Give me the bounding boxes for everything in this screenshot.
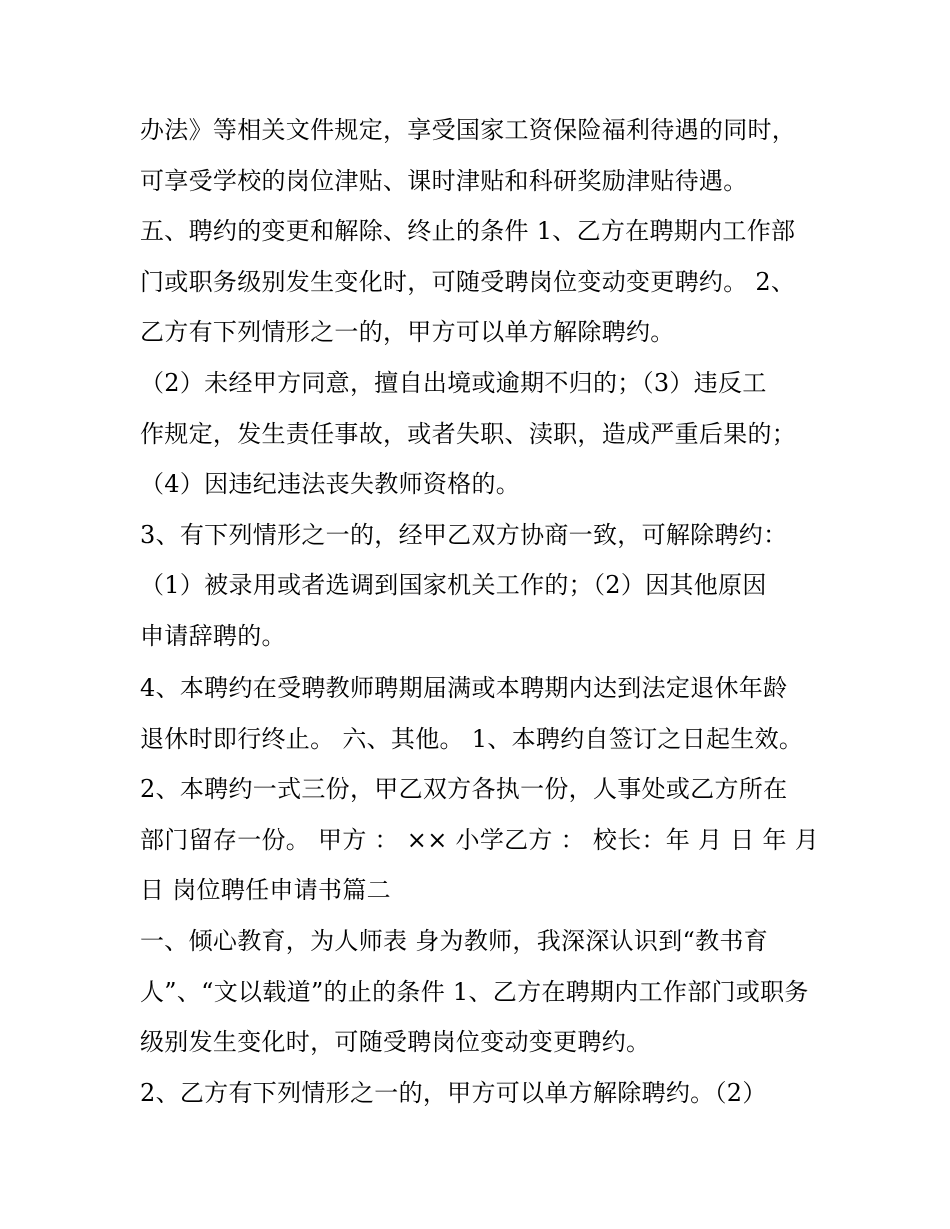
text-line-15: 部门留存一份。 甲方 ： ×× 小学乙方 ： 校长：年 月 日 年 月 <box>140 826 820 854</box>
text-line-6: （2）未经甲方同意，擅自出境或逾期不归的；（3）违反工 <box>140 369 767 397</box>
text-line-16: 日 岗位聘任申请书篇二 <box>140 876 391 904</box>
text-line-12: 4、本聘约在受聘教师聘期届满或本聘期内达到法定退休年龄 <box>140 674 788 702</box>
text-line-14: 2、本聘约一式三份，甲乙双方各执一份，人事处或乙方所在 <box>140 775 788 803</box>
text-line-7: 作规定，发生责任事故，或者失职、渎职，造成严重后果的； <box>140 420 797 448</box>
text-line-10: （1）被录用或者选调到国家机关工作的；（2）因其他原因 <box>140 571 767 599</box>
text-line-9: 3、有下列情形之一的，经甲乙双方协商一致，可解除聘约： <box>140 521 788 549</box>
text-line-2: 可享受学校的岗位津贴、课时津贴和科研奖励津贴待遇。 <box>140 167 748 195</box>
text-line-13: 退休时即行终止。 六、其他。 1、本聘约自签订之日起生效。 <box>140 725 804 753</box>
text-line-5: 乙方有下列情形之一的，甲方可以单方解除聘约。 <box>140 318 675 346</box>
text-line-4: 门或职务级别发生变化时，可随受聘岗位变动变更聘约。 2、 <box>140 268 796 296</box>
text-line-17: 一、倾心教育，为人师表 身为教师，我深深认识到“教书育 <box>140 927 768 955</box>
text-line-19: 级别发生变化时，可随受聘岗位变动变更聘约。 <box>140 1028 651 1056</box>
text-line-3: 五、聘约的变更和解除、终止的条件 1、乙方在聘期内工作部 <box>140 217 796 245</box>
text-line-8: （4）因违纪违法丧失教师资格的。 <box>140 470 521 498</box>
text-line-1: 办法》等相关文件规定，享受国家工资保险福利待遇的同时， <box>140 116 797 144</box>
text-line-11: 申请辞聘的。 <box>140 622 286 650</box>
text-line-18: 人”、“文以载道”的止的条件 1、乙方在聘期内工作部门或职务 <box>140 978 809 1006</box>
text-line-20: 2、乙方有下列情形之一的，甲方可以单方解除聘约。（2） <box>140 1079 767 1107</box>
